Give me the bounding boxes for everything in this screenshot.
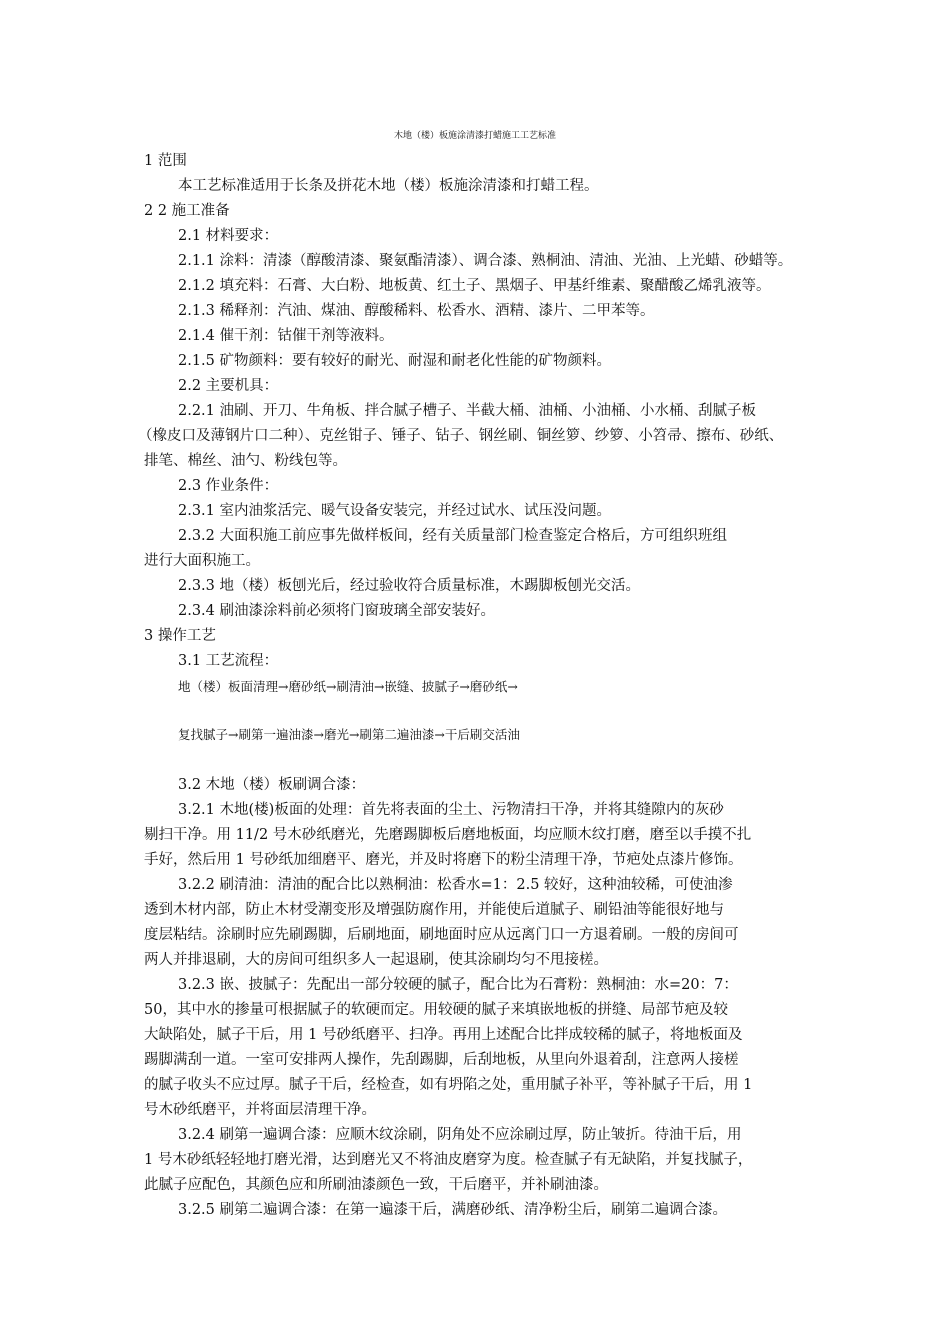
paragraph-line: （橡皮口及薄钢片口二种）、克丝钳子、锤子、钻子、钢丝刷、铜丝箩、纱箩、小笤帚、擦布、砂纸、 — [138, 428, 784, 444]
paragraph-line: 2.3.1 室内油浆活完、暖气设备安装完，并经过试水、试压没问题。 — [178, 503, 612, 519]
paragraph-line: 手好，然后用 1 号砂纸加细磨平、磨光，并及时将磨下的粉尘清理干净，节疤处点漆片修饰。 — [144, 852, 743, 868]
paragraph-line: 本工艺标准适用于长条及拼花木地（楼）板施涂清漆和打蜡工程。 — [178, 178, 599, 194]
paragraph-line: 2.1.1 涂料：清漆（醇酸清漆、聚氨酯清漆）、调合漆、熟桐油、清油、光油、上光蜡、砂蜡等。 — [178, 253, 793, 269]
paragraph-line: 排笔、棉丝、油勺、粉线包等。 — [144, 453, 347, 469]
section-heading: 2 2 施工准备 — [144, 203, 230, 219]
paragraph-line: 度层粘结。涂刷时应先刷踢脚，后刷地面，刷地面时应从远离门口一方退着刷。一般的房间可 — [144, 927, 739, 943]
paragraph-line: 3.2.3 嵌、披腻子：先配出一部分较硬的腻子，配合比为石膏粉：熟桐油：水=20：7： — [178, 977, 738, 993]
paragraph-line: 2.1.4 催干剂：钴催干剂等液料。 — [178, 328, 394, 344]
paragraph-line: 2.1.2 填充料：石膏、大白粉、地板黄、红土子、黑烟子、甲基纤维素、聚醋酸乙烯乳液等。 — [178, 278, 771, 294]
paragraph-line: 的腻子收头不应过厚。腻子干后，经检查，如有坍陷之处，重用腻子补平，等补腻子干后，用 1 — [144, 1077, 753, 1093]
paragraph-line: 50，其中水的掺量可根据腻子的软硬而定。用较硬的腻子来填嵌地板的拼缝、局部节疤及较 — [144, 1002, 728, 1018]
paragraph-line: 3.2.1 木地(楼)板面的处理：首先将表面的尘土、污物清扫干净，并将其缝隙内的灰砂 — [178, 802, 724, 818]
paragraph-line: 剔扫干净。用 11/2 号木砂纸磨光，先磨踢脚板后磨地板面，均应顺木纹打磨，磨至以手摸不扎 — [144, 827, 752, 843]
paragraph-line: 2.3.3 地（楼）板刨光后，经过验收符合质量标准，木踢脚板刨光交活。 — [178, 578, 641, 594]
subsection-heading: 2.1 材料要求： — [178, 228, 279, 244]
paragraph-line: 2.2.1 油刷、开刀、牛角板、拌合腻子槽子、半截大桶、油桶、小油桶、小水桶、刮腻子板 — [178, 403, 756, 419]
subsection-heading: 2.3 作业条件： — [178, 478, 279, 494]
process-flow-line: 复找腻子→刷第一遍油漆→磨光→刷第二遍油漆→干后刷交活油 — [178, 727, 520, 742]
paragraph-line: 1 号木砂纸轻轻地打磨光滑，达到磨光又不将油皮磨穿为度。检查腻子有无缺陷，并复找腻子， — [144, 1152, 753, 1168]
paragraph-line: 2.1.3 稀释剂：汽油、煤油、醇酸稀料、松香水、酒精、漆片、二甲苯等。 — [178, 303, 655, 319]
paragraph-line: 3.2.4 刷第一遍调合漆：应顺木纹涂刷，阴角处不应涂刷过厚，防止皱折。待油干后，用 — [178, 1127, 742, 1143]
paragraph-line: 3.2.2 刷清油：清油的配合比以熟桐油：松香水=1：2.5 较好，这种油较稀，可使油渗 — [178, 877, 733, 893]
paragraph-line: 两人并排退刷，大的房间可组织多人一起退刷，使其涂刷均匀不甩接槎。 — [144, 952, 608, 968]
paragraph-line: 2.3.4 刷油漆涂料前必须将门窗玻璃全部安装好。 — [178, 603, 496, 619]
paragraph-line: 进行大面积施工。 — [144, 553, 260, 569]
paragraph-line: 2.1.5 矿物颜料：要有较好的耐光、耐湿和耐老化性能的矿物颜料。 — [178, 353, 612, 369]
document-title: 木地（楼）板施涂清漆打蜡施工工艺标准 — [393, 131, 556, 141]
subsection-heading: 3.2 木地（楼）板刷调合漆： — [178, 777, 366, 793]
paragraph-line: 2.3.2 大面积施工前应事先做样板间，经有关质量部门检查鉴定合格后，方可组织班组 — [178, 528, 728, 544]
paragraph-line: 踢脚满刮一道。一室可安排两人操作，先刮踢脚，后刮地板，从里向外退着刮，注意两人接槎 — [144, 1052, 739, 1068]
paragraph-line: 大缺陷处，腻子干后，用 1 号砂纸磨平、扫净。再用上述配合比拌成较稀的腻子，将地板面及 — [144, 1027, 743, 1043]
paragraph-line: 此腻子应配色，其颜色应和所刷油漆颜色一致，干后磨平，并补刷油漆。 — [144, 1177, 608, 1193]
section-heading: 1 范围 — [144, 153, 187, 169]
subsection-heading: 3.1 工艺流程： — [178, 653, 279, 669]
paragraph-line: 号木砂纸磨平，并将面层清理干净。 — [144, 1102, 376, 1118]
paragraph-line: 透到木材内部，防止木材受潮变形及增强防腐作用，并能使后道腻子、刷铅油等能很好地与 — [144, 902, 724, 918]
process-flow-line: 地（楼）板面清理→磨砂纸→刷清油→嵌缝、披腻子→磨砂纸→ — [178, 679, 518, 694]
section-heading: 3 操作工艺 — [144, 628, 216, 644]
paragraph-line: 3.2.5 刷第二遍调合漆：在第一遍漆干后，满磨砂纸、清净粉尘后，刷第二遍调合漆。 — [178, 1202, 728, 1218]
subsection-heading: 2.2 主要机具： — [178, 378, 279, 394]
